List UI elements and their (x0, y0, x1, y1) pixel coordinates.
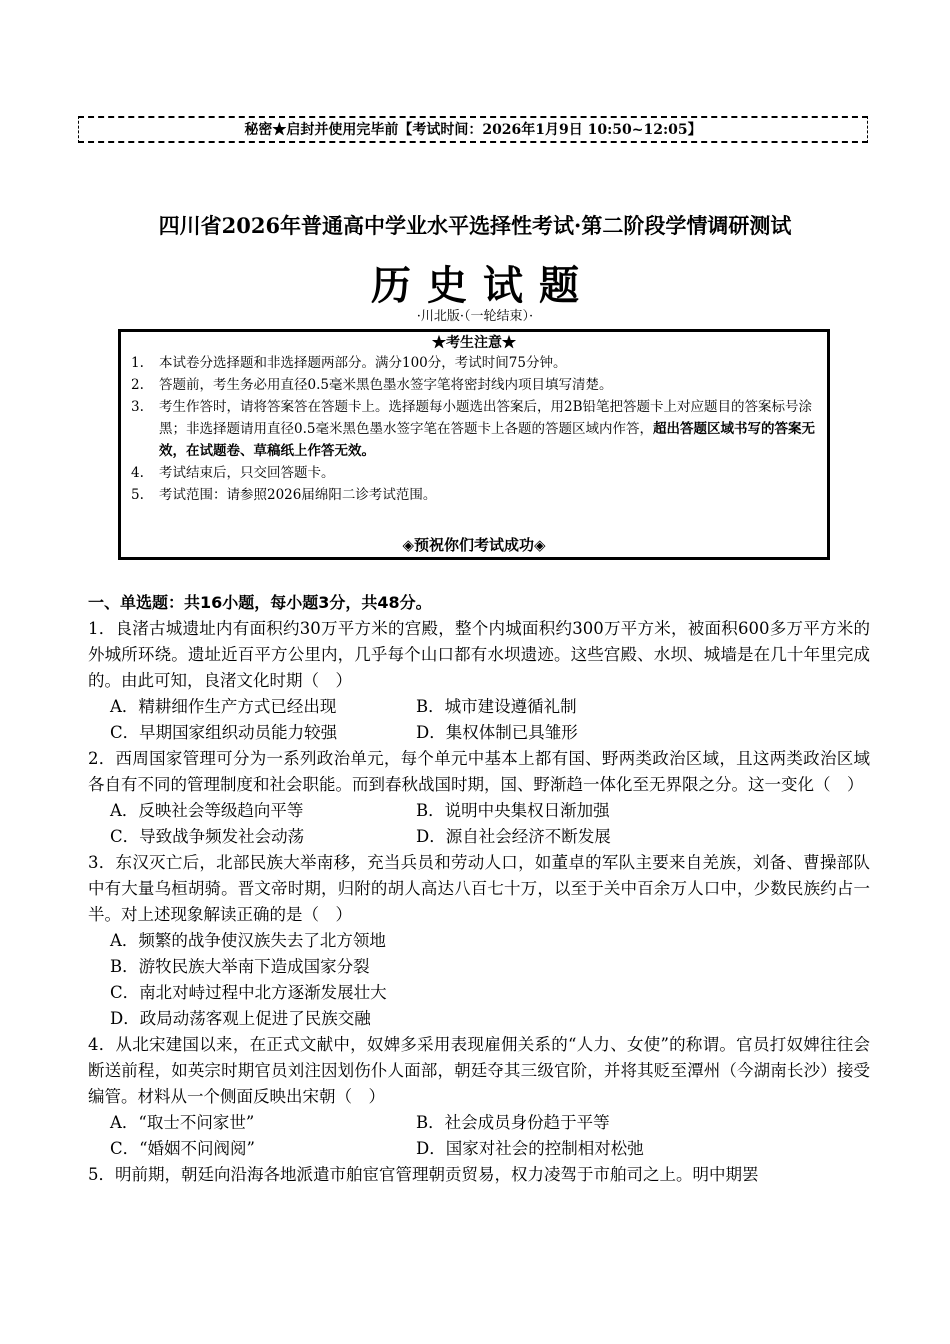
option-row (88, 1110, 870, 1136)
option-a: A．“取士不问家世” (110, 1113, 255, 1132)
notice-item-text: 本试卷分选择题和非选择题两部分。满分100分，考试时间75分钟。 (159, 355, 567, 371)
edition-label: ·川北版·（一轮结束）· (416, 309, 534, 324)
notice-item-number: 5. (131, 487, 144, 503)
notice-item-text: 考试范围：请参照2026届绵阳二诊考试范围。 (159, 487, 437, 503)
option-row (88, 798, 870, 824)
notice-title: ★考生注意★ (432, 335, 516, 351)
option-a: A．反映社会等级趋向平等 (110, 801, 304, 820)
option-d: D．国家对社会的控制相对松弛 (416, 1139, 644, 1158)
question-stem: 1．良渚古城遗址内有面积约30万平方米的宫殿，整个内城面积约300万平方米，被面积600多万平方米的外城所环绕。遗址近百平方公里内，几乎每个山口都有水坝遗迹。这些宫殿、水坝、城墙是在几十年里完成的。由此可知，良渚文化时期（ ） (88, 619, 870, 690)
section-title: 一、单选题：共16小题，每小题3分，共48分。 (88, 593, 432, 612)
notice-item (129, 352, 819, 374)
option-a: A．精耕细作生产方式已经出现 (110, 697, 337, 716)
option-row (88, 824, 870, 850)
question-section (88, 590, 870, 1188)
exam-title: 四川省2026年普通高中学业水平选择性考试·第二阶段学情调研测试 (158, 213, 792, 238)
notice-item-number: 2. (131, 377, 144, 393)
option-d: D．源自社会经济不断发展 (416, 827, 611, 846)
notice-item-number: 3. (131, 399, 144, 415)
notice-item-emphasis: 超出答题区域书写的答案无效，在试题卷、草稿纸上作答无效。 (159, 421, 815, 459)
option-b: B．说明中央集权日渐加强 (416, 801, 610, 820)
option-b: B．社会成员身份趋于平等 (416, 1113, 610, 1132)
option-c: C．早期国家组织动员能力较强 (110, 723, 338, 742)
option-b: B．游牧民族大举南下造成国家分裂 (110, 957, 370, 976)
question-stem: 5．明前期，朝廷向沿海各地派遣市舶宦官管理朝贡贸易，权力凌驾于市舶司之上。明中期罢 (88, 1165, 759, 1184)
secret-banner (78, 116, 868, 143)
question-stem: 2．西周国家管理可分为一系列政治单元，每个单元中基本上都有国、野两类政治区域，且这两类政治区域各自有不同的管理制度和社会职能。而到春秋战国时期，国、野渐趋一体化至无界限之分。这一变化（ ） (88, 749, 870, 794)
notice-item (129, 484, 819, 506)
notice-item-number: 1. (131, 355, 144, 371)
secret-line: 秘密★启封并使用完毕前【考试时间：2026年1月9日 10:50~12:05】 (244, 122, 702, 138)
option-a: A．频繁的战争使汉族失去了北方领地 (110, 931, 386, 950)
option-row (88, 694, 870, 720)
option-d: D．集权体制已具雏形 (416, 723, 578, 742)
option-c: C．“婚姻不问阀阅” (110, 1139, 255, 1158)
option-d: D．政局动荡客观上促进了民族交融 (110, 1009, 371, 1028)
option-row (88, 720, 870, 746)
notice-item-text: 考生作答时，请将答案答在答题卡上。选择题每小题选出答案后，用2B铅笔把答题卡上对应题目的答案标号涂黑；非选择题请用直径0.5毫米黑色墨水签字笔在答题卡上各题的答题区域内作答， (159, 399, 813, 437)
option-row (88, 1136, 870, 1162)
notice-box (118, 329, 830, 560)
notice-item (129, 462, 819, 484)
notice-item (129, 374, 819, 396)
subject-title: 历史试题 (371, 262, 595, 309)
question-stem: 3．东汉灭亡后，北部民族大举南移，充当兵员和劳动人口，如董卓的军队主要来自羌族，刘备、曹操部队中有大量乌桓胡骑。晋文帝时期，归附的胡人高达八百七十万，以至于关中百余万人口中，少数民族约占一半。对上述现象解读正确的是（ ） (88, 853, 870, 924)
notice-item-text: 答题前，考生务必用直径0.5毫米黑色墨水签字笔将密封线内项目填写清楚。 (159, 377, 613, 393)
option-c: C．南北对峙过程中北方逐渐发展壮大 (110, 983, 387, 1002)
notice-item-number: 4. (131, 465, 144, 481)
question-stem: 4．从北宋建国以来，在正式文献中，奴婢多采用表现雇佣关系的“人力、女使”的称谓。官员打奴婢往往会断送前程，如英宗时期官员刘注因划伤仆人面部，朝廷夺其三级官阶，并将其贬至潭州（今湖南长沙）接受编管。材料从一个侧面反映出宋朝（ ） (88, 1035, 870, 1106)
option-b: B．城市建设遵循礼制 (416, 697, 577, 716)
option-c: C．导致战争频发社会动荡 (110, 827, 305, 846)
notice-item-text: 考试结束后，只交回答题卡。 (159, 465, 335, 481)
good-luck-wish: ◈预祝你们考试成功◈ (402, 536, 546, 554)
notice-item (129, 396, 819, 462)
